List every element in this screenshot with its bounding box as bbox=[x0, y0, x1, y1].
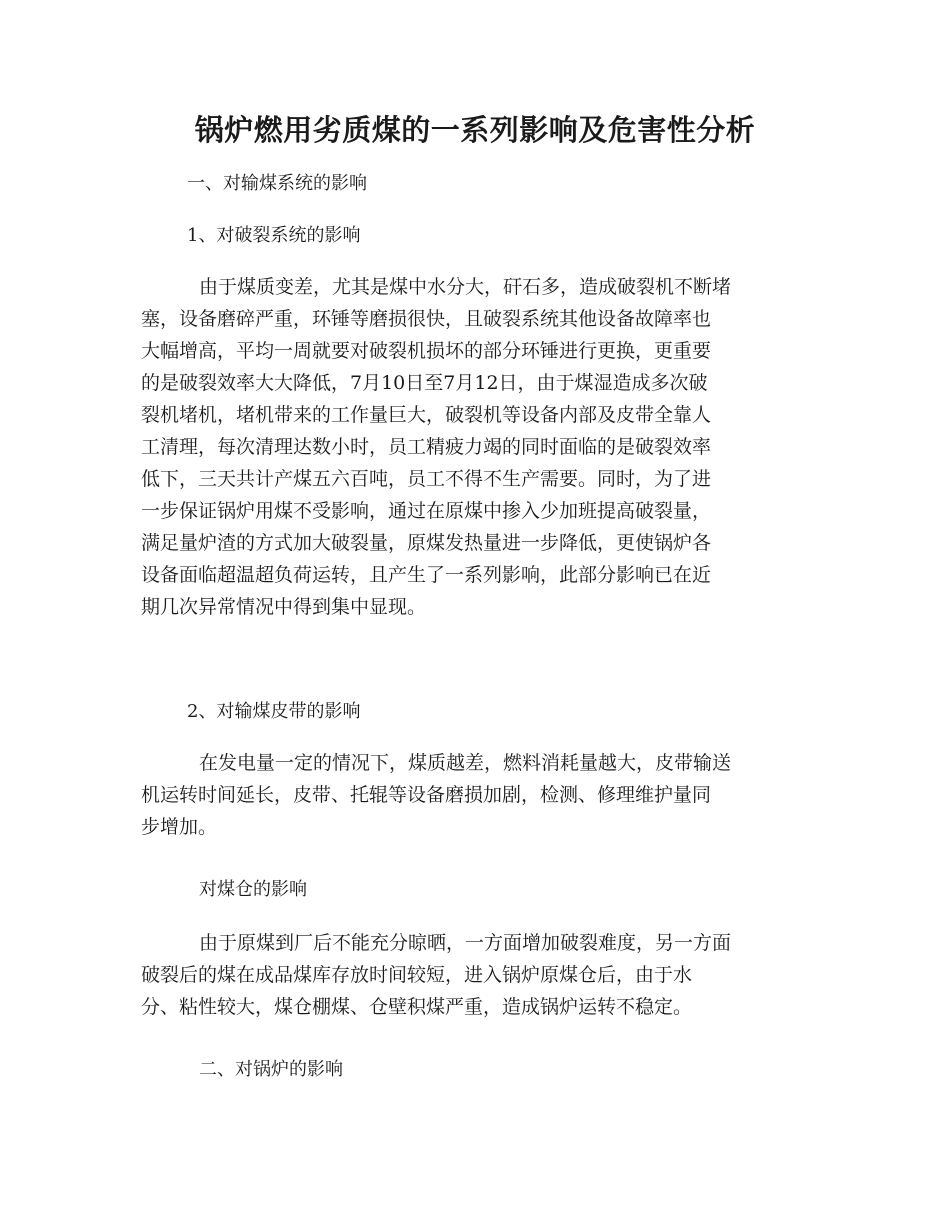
section-heading-1: 一、对输煤系统的影响 bbox=[187, 173, 367, 194]
paragraph-line: 的是破裂效率大大降低，7月10日至7月12日，由于煤湿造成多次破 bbox=[141, 372, 708, 394]
paragraph-line: 一步保证锅炉用煤不受影响，通过在原煤中掺入少加班提高破裂量， bbox=[141, 500, 712, 522]
paragraph-line: 低下，三天共计产煤五六百吨，员工不得不生产需要。同时，为了进 bbox=[141, 468, 712, 490]
paragraph-line: 工清理，每次清理达数小时，员工精疲力竭的同时面临的是破裂效率 bbox=[141, 436, 712, 458]
paragraph-line: 设备面临超温超负荷运转，且产生了一系列影响，此部分影响已在近 bbox=[141, 564, 712, 586]
paragraph-line: 满足量炉渣的方式加大破裂量，原煤发热量进一步降低，更使锅炉各 bbox=[141, 532, 712, 554]
section-heading-2: 二、对锅炉的影响 bbox=[199, 1059, 343, 1080]
paragraph-line: 裂机堵机，堵机带来的工作量巨大，破裂机等设备内部及皮带全靠人 bbox=[141, 404, 712, 426]
paragraph-line: 期几次异常情况中得到集中显现。 bbox=[141, 596, 427, 618]
paragraph-coal-bunker bbox=[141, 927, 805, 1023]
paragraph-line: 由于煤质变差，尤其是煤中水分大，矸石多，造成破裂机不断堵 bbox=[199, 276, 732, 298]
paragraph-conveyor-belt bbox=[141, 747, 805, 843]
paragraph-line: 塞，设备磨碎严重，环锤等磨损很快，且破裂系统其他设备故障率也 bbox=[141, 308, 712, 330]
paragraph-line: 步增加。 bbox=[141, 816, 218, 838]
paragraph-line: 分、粘性较大，煤仓棚煤、仓壁积煤严重，造成锅炉运转不稳定。 bbox=[141, 996, 693, 1018]
subsection-heading-3: 对煤仓的影响 bbox=[199, 879, 307, 900]
document-title: 锅炉燃用劣质煤的一系列影响及危害性分析 bbox=[194, 113, 756, 147]
paragraph-line: 机运转时间延长，皮带、托辊等设备磨损加剧，检测、修理维护量同 bbox=[141, 784, 712, 806]
subsection-heading-2: 2、对输煤皮带的影响 bbox=[187, 701, 361, 722]
subsection-heading-1: 1、对破裂系统的影响 bbox=[187, 225, 361, 246]
paragraph-line: 大幅增高，平均一周就要对破裂机损坏的部分环锤进行更换，更重要 bbox=[141, 340, 712, 362]
paragraph-line: 在发电量一定的情况下，煤质越差，燃料消耗量越大，皮带输送 bbox=[199, 752, 732, 774]
paragraph-line: 由于原煤到厂后不能充分晾晒，一方面增加破裂难度，另一方面 bbox=[199, 932, 732, 954]
paragraph-line: 破裂后的煤在成品煤库存放时间较短，进入锅炉原煤仓后，由于水 bbox=[141, 964, 693, 986]
paragraph-crushing-system bbox=[141, 271, 805, 623]
